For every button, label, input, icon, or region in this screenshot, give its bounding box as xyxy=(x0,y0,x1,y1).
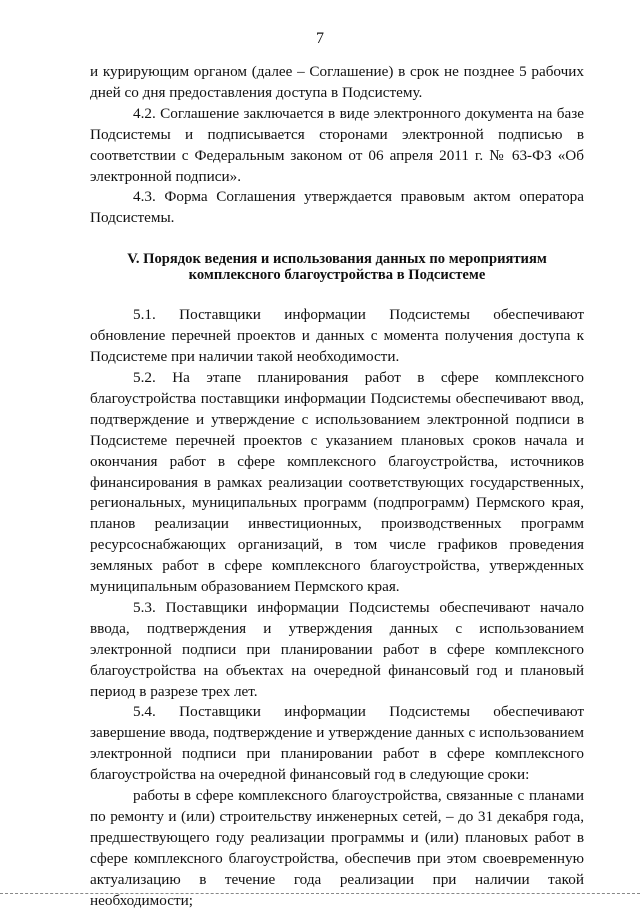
paragraph-5-2: 5.2. На этапе планирования работ в сфере комплексного благоустройства поставщики информации Подсистемы обеспечивают ввод, подтверждение и утверждение с использованием электронной подписи в Подсистеме перечней проектов с указанием плановых сроков начала и окончания работ в сфере комплексного благоустройства, источников финансирования в рамках реализации соответствующих государственных, региональных, муниципальных программ (подпрограмм) Пермского края, планов реализации инвестиционных, производственных программ ресурсоснабжающих организаций, в том числе графиков проведения земляных работ в сфере комплексного благоустройства, утвержденных муниципальным образованием Пермского края. xyxy=(90,368,584,596)
section-heading-line-1: V. Порядок ведения и использования данных по мероприятиям xyxy=(127,251,547,268)
paragraph-4-2: 4.2. Соглашение заключается в виде электронного документа на базе Подсистемы и подписывается сторонами электронной подписью в соответствии с Федеральным законом от 06 апреля 2011 г. № 63-ФЗ «Об электронной подписи». xyxy=(90,104,584,185)
paragraph-continuation: и курирующим органом (далее – Соглашение) в срок не позднее 5 рабочих дней со дня предоставления доступа в Подсистему. xyxy=(90,63,584,101)
paragraph-4-3: 4.3. Форма Соглашения утверждается правовым актом оператора Подсистемы. xyxy=(90,188,584,227)
paragraph-5-4-item: работы в сфере комплексного благоустройства, связанные с планами по ремонту и (или) строительству инженерных сетей, – до 31 декабря года, предшествующего году реализации программы и (или) плановых работ в сфере комплексного благоустройства, обеспечив при этом своевременную актуализацию в течение года реализации при наличии такой необходимости; xyxy=(90,787,584,909)
page-bottom-edge xyxy=(0,893,640,894)
page-number: 7 xyxy=(316,30,324,47)
section-heading-line-2: комплексного благоустройства в Подсистеме xyxy=(188,267,486,284)
section-heading xyxy=(90,251,584,283)
paragraph-5-3: 5.3. Поставщики информации Подсистемы обеспечивают начало ввода, подтверждения и утверждения данных с использованием электронной подписи при планировании работ в сфере комплексного благоустройства на объектах на очередной финансовый год и плановый период в разрезе трех лет. xyxy=(90,598,584,700)
paragraph-5-1: 5.1. Поставщики информации Подсистемы обеспечивают обновление перечней проектов и данных с момента получения доступа к Подсистеме при наличии такой необходимости. xyxy=(90,306,584,366)
paragraph-5-4: 5.4. Поставщики информации Подсистемы обеспечивают завершение ввода, подтверждение и утверждение данных с использованием электронной подписи при планировании работ в сфере комплексного благоустройства на очередной финансовый год в следующие сроки: xyxy=(90,703,584,784)
document-body xyxy=(90,62,584,912)
